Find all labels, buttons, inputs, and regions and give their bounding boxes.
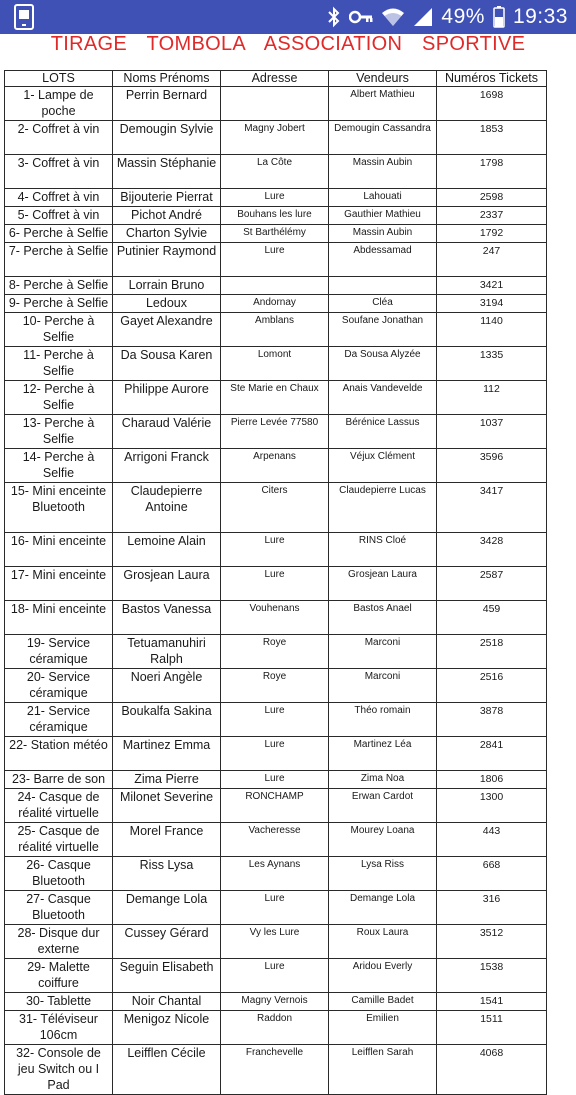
cell-adresse: Pierre Levée 77580 [221,415,329,449]
cell-adresse [221,87,329,121]
table-row [5,1011,547,1045]
cell-numero: 2587 [437,567,547,601]
document-title: TIRAGE TOMBOLA ASSOCIATION SPORTIVE [50,33,526,55]
cell-numero: 1792 [437,225,547,243]
cell-numero: 3417 [437,483,547,533]
cell-numero: 3194 [437,295,547,313]
cell-vendeur: Théo romain [329,703,437,737]
cell-numero: 668 [437,857,547,891]
header-vendeurs: Vendeurs [329,71,437,87]
cell-adresse: Lure [221,189,329,207]
cell-adresse: Roye [221,635,329,669]
cell-lot: 13- Perche à Selfie [5,415,113,449]
cell-adresse [221,277,329,295]
cell-nom: Grosjean Laura [113,567,221,601]
status-bar [0,0,576,34]
table-row [5,669,547,703]
cell-vendeur: Bérénice Lassus [329,415,437,449]
cell-adresse: Vacheresse [221,823,329,857]
cell-vendeur: Roux Laura [329,925,437,959]
cell-vendeur: Lahouati [329,189,437,207]
cell-numero: 1853 [437,121,547,155]
cell-numero: 1541 [437,993,547,1011]
cell-lot: 8- Perche à Selfie [5,277,113,295]
table-row [5,533,547,567]
cell-numero: 1140 [437,313,547,347]
header-adresse: Adresse [221,71,329,87]
cell-vendeur: Anais Vandevelde [329,381,437,415]
cell-nom: Lemoine Alain [113,533,221,567]
cell-nom: Perrin Bernard [113,87,221,121]
cell-vendeur: Grosjean Laura [329,567,437,601]
cell-vendeur: Cléa [329,295,437,313]
cell-lot: 29- Malette coiffure [5,959,113,993]
cell-adresse: Roye [221,669,329,703]
cell-vendeur: Claudepierre Lucas [329,483,437,533]
cell-lot: 7- Perche à Selfie [5,243,113,277]
cell-lot: 9- Perche à Selfie [5,295,113,313]
cell-nom: Milonet Severine [113,789,221,823]
table-row [5,601,547,635]
cell-nom: Bijouterie Pierrat [113,189,221,207]
cell-numero: 2598 [437,189,547,207]
cell-vendeur: Massin Aubin [329,225,437,243]
cell-lot: 17- Mini enceinte [5,567,113,601]
cell-numero: 3428 [437,533,547,567]
header-noms: Noms Prénoms [113,71,221,87]
cell-numero: 4068 [437,1045,547,1095]
cell-lot: 10- Perche à Selfie [5,313,113,347]
table-row [5,483,547,533]
cell-adresse: Raddon [221,1011,329,1045]
cell-numero: 1335 [437,347,547,381]
cell-lot: 23- Barre de son [5,771,113,789]
table-row [5,225,547,243]
cell-vendeur: Emilien [329,1011,437,1045]
cell-vendeur: Gauthier Mathieu [329,207,437,225]
table-row [5,207,547,225]
cell-lot: 30- Tablette [5,993,113,1011]
cell-nom: Bastos Vanessa [113,601,221,635]
cell-vendeur: RINS Cloé [329,533,437,567]
cell-adresse: Magny Jobert [221,121,329,155]
cell-numero: 316 [437,891,547,925]
table-row [5,823,547,857]
cell-nom: Massin Stéphanie [113,155,221,189]
cell-lot: 20- Service céramique [5,669,113,703]
cell-nom: Pichot André [113,207,221,225]
signal-icon [413,7,433,27]
cell-nom: Demougin Sylvie [113,121,221,155]
cell-nom: Cussey Gérard [113,925,221,959]
cell-lot: 22- Station météo [5,737,113,771]
cell-lot: 2- Coffret à vin [5,121,113,155]
cell-adresse: Les Aynans [221,857,329,891]
table-row [5,959,547,993]
lots-table [4,70,547,1095]
cell-numero: 112 [437,381,547,415]
table-row [5,277,547,295]
cell-adresse: Lomont [221,347,329,381]
cell-vendeur: Marconi [329,669,437,703]
cell-nom: Noir Chantal [113,993,221,1011]
battery-icon [493,6,505,28]
cell-numero: 2518 [437,635,547,669]
cell-nom: Zima Pierre [113,771,221,789]
cell-numero: 1511 [437,1011,547,1045]
cell-nom: Riss Lysa [113,857,221,891]
header-numeros: Numéros Tickets [437,71,547,87]
cell-adresse: Vouhenans [221,601,329,635]
cell-vendeur: Aridou Everly [329,959,437,993]
table-row [5,703,547,737]
cell-numero: 1538 [437,959,547,993]
cell-adresse: Vy les Lure [221,925,329,959]
cell-lot: 4- Coffret à vin [5,189,113,207]
cell-vendeur: Mourey Loana [329,823,437,857]
wifi-icon [381,7,405,27]
cell-adresse: Lure [221,737,329,771]
cell-adresse: Amblans [221,313,329,347]
cell-vendeur: Leifflen Sarah [329,1045,437,1095]
cell-nom: Charaud Valérie [113,415,221,449]
cell-vendeur: Abdessamad [329,243,437,277]
cell-nom: Seguin Elisabeth [113,959,221,993]
cell-vendeur: Soufane Jonathan [329,313,437,347]
table-row [5,925,547,959]
cell-numero: 1798 [437,155,547,189]
cell-nom: Martinez Emma [113,737,221,771]
cell-nom: Arrigoni Franck [113,449,221,483]
cell-lot: 11- Perche à Selfie [5,347,113,381]
app-icon[interactable] [14,4,34,30]
cell-lot: 26- Casque Bluetooth [5,857,113,891]
cell-vendeur: Massin Aubin [329,155,437,189]
cell-numero: 3878 [437,703,547,737]
cell-numero: 443 [437,823,547,857]
cell-lot: 15- Mini enceinte Bluetooth [5,483,113,533]
battery-level: 49% [441,5,485,28]
cell-vendeur [329,277,437,295]
table-row [5,993,547,1011]
cell-vendeur: Véjux Clément [329,449,437,483]
cell-adresse: Lure [221,959,329,993]
table-row [5,347,547,381]
cell-adresse: Arpenans [221,449,329,483]
cell-nom: Leifflen Cécile [113,1045,221,1095]
cell-vendeur: Demange Lola [329,891,437,925]
cell-numero: 1037 [437,415,547,449]
cell-lot: 14- Perche à Selfie [5,449,113,483]
cell-nom: Menigoz Nicole [113,1011,221,1045]
cell-numero: 2516 [437,669,547,703]
cell-nom: Demange Lola [113,891,221,925]
cell-vendeur: Albert Mathieu [329,87,437,121]
cell-numero: 1806 [437,771,547,789]
table-row [5,891,547,925]
cell-vendeur: Marconi [329,635,437,669]
cell-vendeur: Zima Noa [329,771,437,789]
cell-lot: 18- Mini enceinte [5,601,113,635]
cell-numero: 1698 [437,87,547,121]
cell-numero: 3512 [437,925,547,959]
cell-adresse: Citers [221,483,329,533]
cell-nom: Claudepierre Antoine [113,483,221,533]
cell-vendeur: Bastos Anael [329,601,437,635]
cell-lot: 1- Lampe de poche [5,87,113,121]
cell-lot: 19- Service céramique [5,635,113,669]
cell-adresse: Lure [221,703,329,737]
table-row [5,121,547,155]
cell-adresse: Andornay [221,295,329,313]
cell-nom: Putinier Raymond [113,243,221,277]
cell-lot: 3- Coffret à vin [5,155,113,189]
cell-vendeur: Da Sousa Alyzée [329,347,437,381]
key-icon [349,10,373,24]
cell-adresse: Ste Marie en Chaux [221,381,329,415]
table-row [5,789,547,823]
cell-lot: 5- Coffret à vin [5,207,113,225]
cell-lot: 31- Téléviseur 106cm [5,1011,113,1045]
cell-numero: 3596 [437,449,547,483]
cell-adresse: Lure [221,567,329,601]
cell-vendeur: Demougin Cassandra [329,121,437,155]
cell-adresse: RONCHAMP [221,789,329,823]
cell-adresse: Lure [221,771,329,789]
table-row [5,415,547,449]
table-row [5,635,547,669]
cell-adresse: Lure [221,243,329,277]
cell-adresse: Bouhans les lure [221,207,329,225]
table-row [5,155,547,189]
cell-numero: 1300 [437,789,547,823]
cell-adresse: St Barthélémy [221,225,329,243]
cell-lot: 27- Casque Bluetooth [5,891,113,925]
table-row [5,381,547,415]
cell-numero: 3421 [437,277,547,295]
cell-adresse: Lure [221,533,329,567]
table-row [5,449,547,483]
cell-adresse: Franchevelle [221,1045,329,1095]
table-row [5,87,547,121]
cell-numero: 2337 [437,207,547,225]
table-row [5,567,547,601]
table-row [5,189,547,207]
table-header-row [5,71,547,87]
table-row [5,243,547,277]
cell-vendeur: Erwan Cardot [329,789,437,823]
cell-nom: Charton Sylvie [113,225,221,243]
table-row [5,771,547,789]
cell-nom: Tetuamanuhiri Ralph [113,635,221,669]
bluetooth-icon [327,6,341,28]
cell-numero: 459 [437,601,547,635]
cell-nom: Boukalfa Sakina [113,703,221,737]
cell-lot: 32- Console de jeu Switch ou I Pad [5,1045,113,1095]
cell-nom: Philippe Aurore [113,381,221,415]
table-row [5,295,547,313]
cell-lot: 28- Disque dur externe [5,925,113,959]
table-row [5,857,547,891]
cell-lot: 21- Service céramique [5,703,113,737]
cell-lot: 24- Casque de réalité virtuelle [5,789,113,823]
cell-nom: Da Sousa Karen [113,347,221,381]
cell-nom: Noeri Angèle [113,669,221,703]
clock: 19:33 [512,5,568,28]
cell-adresse: Lure [221,891,329,925]
table-row [5,737,547,771]
table-row [5,313,547,347]
cell-lot: 12- Perche à Selfie [5,381,113,415]
cell-vendeur: Martinez Léa [329,737,437,771]
cell-numero: 247 [437,243,547,277]
cell-numero: 2841 [437,737,547,771]
table-row [5,1045,547,1095]
cell-lot: 6- Perche à Selfie [5,225,113,243]
cell-adresse: Magny Vernois [221,993,329,1011]
header-lots: LOTS [5,71,113,87]
cell-adresse: La Côte [221,155,329,189]
cell-vendeur: Camille Badet [329,993,437,1011]
cell-lot: 25- Casque de réalité virtuelle [5,823,113,857]
cell-nom: Gayet Alexandre [113,313,221,347]
cell-lot: 16- Mini enceinte [5,533,113,567]
cell-nom: Lorrain Bruno [113,277,221,295]
cell-vendeur: Lysa Riss [329,857,437,891]
cell-nom: Morel France [113,823,221,857]
cell-nom: Ledoux [113,295,221,313]
